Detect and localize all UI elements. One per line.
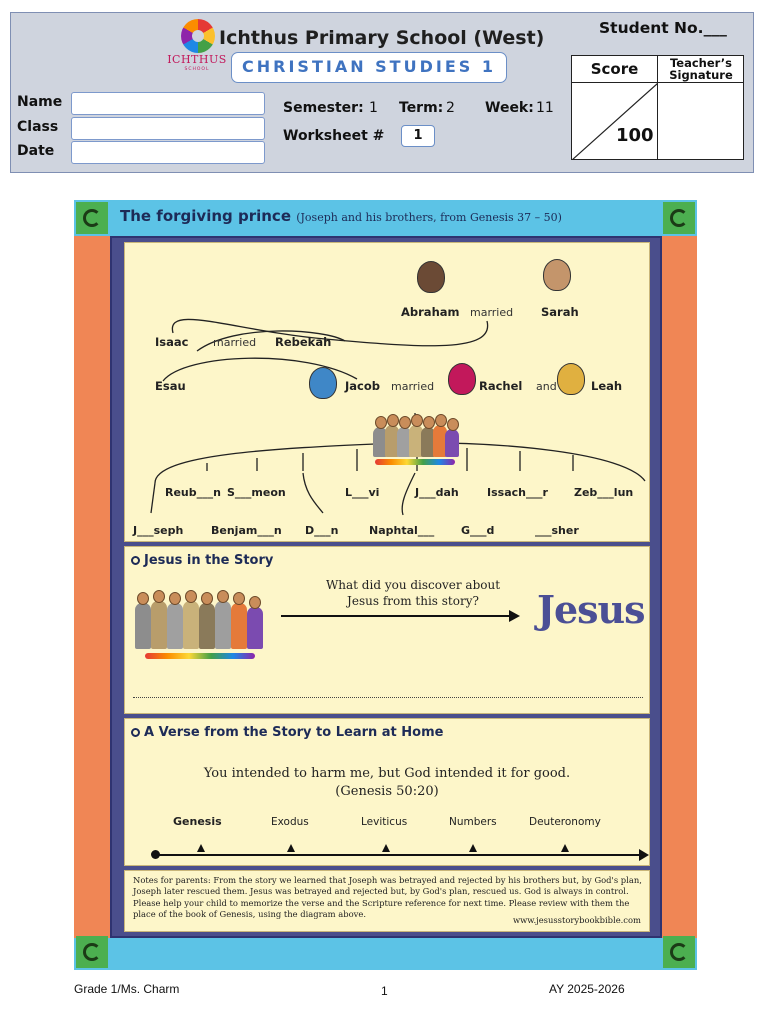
name-jacob: Jacob (345, 379, 380, 393)
timeline-arrow-icon (639, 849, 649, 861)
son-blank[interactable]: ___sher (535, 524, 579, 537)
and-label: and (536, 380, 557, 393)
timeline-marker (469, 844, 477, 852)
married-label: married (391, 380, 435, 393)
logo-subtext: SCHOOL (184, 67, 210, 72)
name-isaac: Isaac (155, 335, 189, 349)
website-link[interactable]: www.jesusstorybookbible.com (512, 915, 641, 925)
rachel-portrait (448, 363, 476, 395)
bottom-border (74, 938, 697, 970)
page-number: 1 (381, 984, 388, 998)
brothers-illustration (369, 413, 463, 463)
class-field[interactable] (71, 117, 265, 140)
abraham-portrait (417, 261, 445, 293)
logo-text: ICHTHUS (167, 53, 227, 66)
jesus-section (124, 546, 650, 714)
jesus-word: Jesus (537, 587, 645, 632)
arrow-line (281, 615, 511, 617)
term-label: Term: (399, 100, 444, 116)
spiral-corner-icon (76, 936, 108, 968)
name-sarah: Sarah (541, 305, 579, 319)
page-frame (110, 236, 662, 938)
story-reference: (Joseph and his brothers, from Genesis 37 – 50) (296, 211, 562, 224)
notes-text: Notes for parents: From the story we learned that Joseph was betrayed and rejected by his brothers but, by God's plan, Joseph later rescued them. Jesus was betrayed and rejected but, by God's plan, rescued us. God is always in control. Please help your child to memorize the verse and the Scripture reference for next time. Please review with them the place of the book of Genesis, using the diagram above. (133, 875, 642, 920)
son-blank[interactable]: J___seph (133, 524, 184, 537)
son-blank[interactable]: L___vi (345, 486, 380, 499)
score-table (571, 55, 744, 160)
parent-notes (124, 870, 650, 932)
book-leviticus: Leviticus (361, 816, 408, 828)
son-blank[interactable]: Issach___r (487, 486, 548, 499)
school-name: Ichthus Primary School (West) (219, 27, 545, 49)
spiral-bullet-icon (131, 556, 140, 565)
memory-verse (125, 765, 649, 801)
discover-question: What did you discover about Jesus from this story? (325, 578, 501, 608)
answer-line[interactable] (133, 697, 643, 698)
footer-year: AY 2025-2026 (549, 982, 625, 996)
leah-portrait (557, 363, 585, 395)
name-field[interactable] (71, 92, 265, 115)
semester-label: Semester: (283, 100, 364, 116)
score-max: 100 (616, 125, 654, 146)
son-blank[interactable]: S___meon (227, 486, 286, 499)
timeline-marker (197, 844, 205, 852)
son-blank[interactable]: Benjam___n (211, 524, 282, 537)
timeline-line (155, 854, 643, 856)
jesus-section-title: Jesus in the Story (131, 553, 273, 568)
name-rebekah: Rebekah (275, 335, 332, 349)
subject-title: CHRISTIAN STUDIES 1 (231, 52, 507, 83)
arrow-right-icon (509, 610, 520, 622)
worksheet-label: Worksheet # (283, 128, 385, 144)
week-label: Week: (485, 100, 534, 116)
story-title-text: The forgiving prince (120, 207, 291, 225)
date-field[interactable] (71, 141, 265, 164)
timeline-marker (287, 844, 295, 852)
student-number[interactable]: Student No.___ (599, 19, 727, 37)
storybook-page (74, 200, 697, 970)
verse-reference: (Genesis 50:20) (335, 784, 439, 799)
sarah-portrait (543, 259, 571, 291)
worksheet-number: 1 (401, 125, 435, 147)
logo-flower-icon (181, 19, 215, 53)
timeline-start-dot (151, 850, 160, 859)
spiral-bullet-icon (131, 728, 140, 737)
name-esau: Esau (155, 379, 186, 393)
spiral-corner-icon (663, 202, 695, 234)
timeline-marker (561, 844, 569, 852)
son-blank[interactable]: G___d (461, 524, 495, 537)
signature-header: Teacher’s Signature (658, 56, 744, 83)
name-label: Name (17, 94, 63, 110)
book-deuteronomy: Deuteronomy (529, 816, 601, 828)
date-label: Date (17, 143, 55, 159)
son-blank[interactable]: J___dah (415, 486, 459, 499)
book-genesis: Genesis (173, 815, 222, 828)
verse-section-title: A Verse from the Story to Learn at Home (131, 725, 443, 740)
name-abraham: Abraham (401, 305, 460, 319)
footer-teacher: Grade 1/Ms. Charm (74, 982, 180, 996)
score-diagonal (572, 83, 658, 160)
book-exodus: Exodus (271, 816, 309, 828)
name-rachel: Rachel (479, 379, 523, 393)
married-label: married (213, 336, 257, 349)
name-leah: Leah (591, 379, 623, 393)
son-blank[interactable]: D___n (305, 524, 339, 537)
timeline-marker (382, 844, 390, 852)
semester-value: 1 (369, 100, 378, 116)
class-label: Class (17, 119, 59, 135)
spiral-corner-icon (76, 202, 108, 234)
son-blank[interactable]: Reub___n (165, 486, 221, 499)
son-blank[interactable]: Zeb___lun (574, 486, 634, 499)
worksheet-header (10, 12, 754, 173)
family-tree-panel (124, 242, 650, 542)
son-blank[interactable]: Naphtal___ (369, 524, 435, 537)
verse-text: You intended to harm me, but God intended it for good. (203, 766, 571, 781)
story-title (120, 207, 562, 225)
score-header: Score (572, 56, 658, 83)
score-cell[interactable] (572, 83, 658, 160)
book-numbers: Numbers (449, 816, 497, 828)
term-value: 2 (446, 100, 455, 116)
verse-section (124, 718, 650, 866)
week-value: 11 (536, 100, 554, 116)
spiral-corner-icon (663, 936, 695, 968)
brothers-illustration (131, 589, 269, 661)
married-label: married (470, 306, 514, 319)
jacob-portrait (309, 367, 337, 399)
